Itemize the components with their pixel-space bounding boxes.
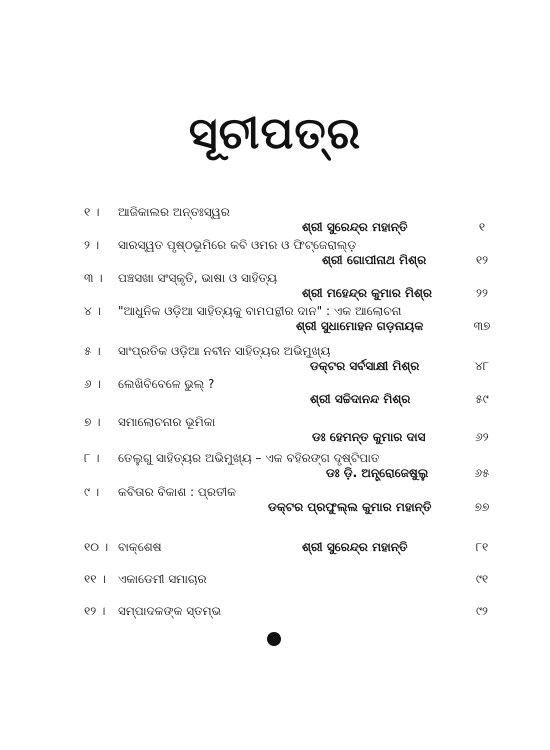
entry-author: ଡକ୍ଟର ସର୍ବସାକ୍ଷୀ ମିଶ୍ର <box>310 359 420 373</box>
entry-page: ୫୯ <box>475 392 489 406</box>
entry-title: ଏକାଡେମୀ ସମାଚାର <box>118 572 207 586</box>
entry-page: ୬୨ <box>475 430 489 444</box>
toc-entry <box>0 304 550 334</box>
entry-title: ତେଲୁଗୁ ସାହିତ୍ୟର ଅଭିମୁଖ୍ୟ – ଏକ ବହିରଙ୍ଗ ଦୃଷ୍ଟିପାତ <box>118 451 380 465</box>
entry-author: ଶ୍ରୀ ସୁରେନ୍ଦ୍ର ମହାନ୍ତି <box>302 540 408 554</box>
entry-author: ଡଃ ହେମନ୍ତ କୁମାର ଦାସ <box>312 430 426 444</box>
toc-entry <box>0 344 550 374</box>
entry-number: ୨ । <box>84 238 100 252</box>
entry-title: ବାକ୍‌ଶେଷ <box>118 540 162 554</box>
entry-author: ଶ୍ରୀ ଗୋପୀନାଥ ମିଶ୍ର <box>322 253 427 267</box>
toc-entry <box>0 451 550 481</box>
entry-number: ୬ । <box>84 377 101 391</box>
entry-page: ୩୭ <box>473 319 491 333</box>
toc-entry <box>0 485 550 515</box>
entry-author: ଶ୍ରୀ ମହେନ୍ଦ୍ର କୁମାର ମିଶ୍ର <box>302 286 432 300</box>
entry-title: ପଞ୍ଚସଖା ସଂସ୍କୃତି, ଭାଷା ଓ ସାହିତ୍ୟ <box>118 271 278 285</box>
entry-page: ୮୧ <box>475 540 489 554</box>
entry-author: ଶ୍ରୀ ସଚ୍ଚିଦାନନ୍ଦ ମିଶ୍ର <box>310 392 411 406</box>
entry-title: "ଆଧୁନିକ ଓଡ଼ିଆ ସାହିତ୍ୟକୁ ବାମପନ୍ଥୀର ଦାନ" : ଏକ ଆଲୋଚନା <box>118 304 402 318</box>
entry-author: ଶ୍ରୀ ସୁରେନ୍ଦ୍ର ମହାନ୍ତି <box>302 220 408 234</box>
toc-entry <box>0 377 550 407</box>
footer-dot-ornament <box>267 632 281 646</box>
entry-page: ୨୨ <box>476 286 488 300</box>
entry-author: ଶ୍ରୀ ସୁଧାମୋହନ ଗଡ଼ନାୟକ <box>296 319 424 333</box>
entry-number: ୧ । <box>84 205 100 219</box>
entry-title: ଆଜିକାଲର ଅନ୍ତଃସ୍ୱର <box>118 205 230 219</box>
entry-page: ୬୫ <box>474 466 490 480</box>
entry-number: ୫ । <box>84 344 101 358</box>
entry-page: ୭୭ <box>474 500 490 514</box>
entry-title: ସାଂପ୍ରତିକ ଓଡ଼ିଆ ନବୀନ ସାହିତ୍ୟର ଅଭିମୁଖ୍ୟ <box>118 344 331 358</box>
page-title: ସୂଚୀପତ୍ର <box>188 108 362 159</box>
toc-entry <box>0 271 550 301</box>
entry-author: ଡଃ ଡ଼ି. ଅନ୍ତ୍ରୋଜେଷୁଲୁ <box>326 466 429 480</box>
entry-author: ଡକ୍ଟର ପ୍ରଫୁଲ୍ଲ କୁମାର ମହାନ୍ତି <box>268 500 432 514</box>
entry-number: ୧୦ । <box>84 540 109 554</box>
entry-title: ସମାଲୋଚନାର ଭୂମିକା <box>118 415 216 429</box>
entry-number: ୩ । <box>84 271 103 285</box>
entry-title: ସାରସ୍ୱତ ପୃଷ୍ଠଭୂମିରେ କବି ଓମର ଓ ଫିଟ୍‌ଜେରାଲ୍ଡ଼ <box>118 238 357 252</box>
toc-entry <box>0 238 550 268</box>
entry-number: ୧୧ । <box>84 572 106 586</box>
entry-page: ୯୨ <box>476 604 488 618</box>
entry-page: ୧ <box>478 220 486 234</box>
entry-number: ୮ । <box>84 451 100 465</box>
toc-entry <box>0 604 550 634</box>
entry-title: ଲେଖିବିବେଳେ ଭୁଲ୍ ? <box>118 377 215 391</box>
toc-entry <box>0 540 550 570</box>
toc-entry <box>0 205 550 235</box>
toc-entry <box>0 415 550 445</box>
entry-title: କବିତାର ବିକାଶ : ପ୍ରତୀକ <box>118 485 237 499</box>
entry-number: ୯ । <box>84 485 100 499</box>
toc-entry <box>0 572 550 602</box>
entry-title: ସମ୍ପାଦକଙ୍କ ସ୍ତମ୍ଭ <box>118 604 222 618</box>
entry-number: ୪ । <box>84 304 101 318</box>
entry-page: ୯୧ <box>475 572 489 586</box>
entry-page: ୪୮ <box>475 359 489 373</box>
entry-number: ୧୨ । <box>84 604 106 618</box>
entry-number: ୭ । <box>84 415 101 429</box>
entry-page: ୧୨ <box>475 253 489 267</box>
